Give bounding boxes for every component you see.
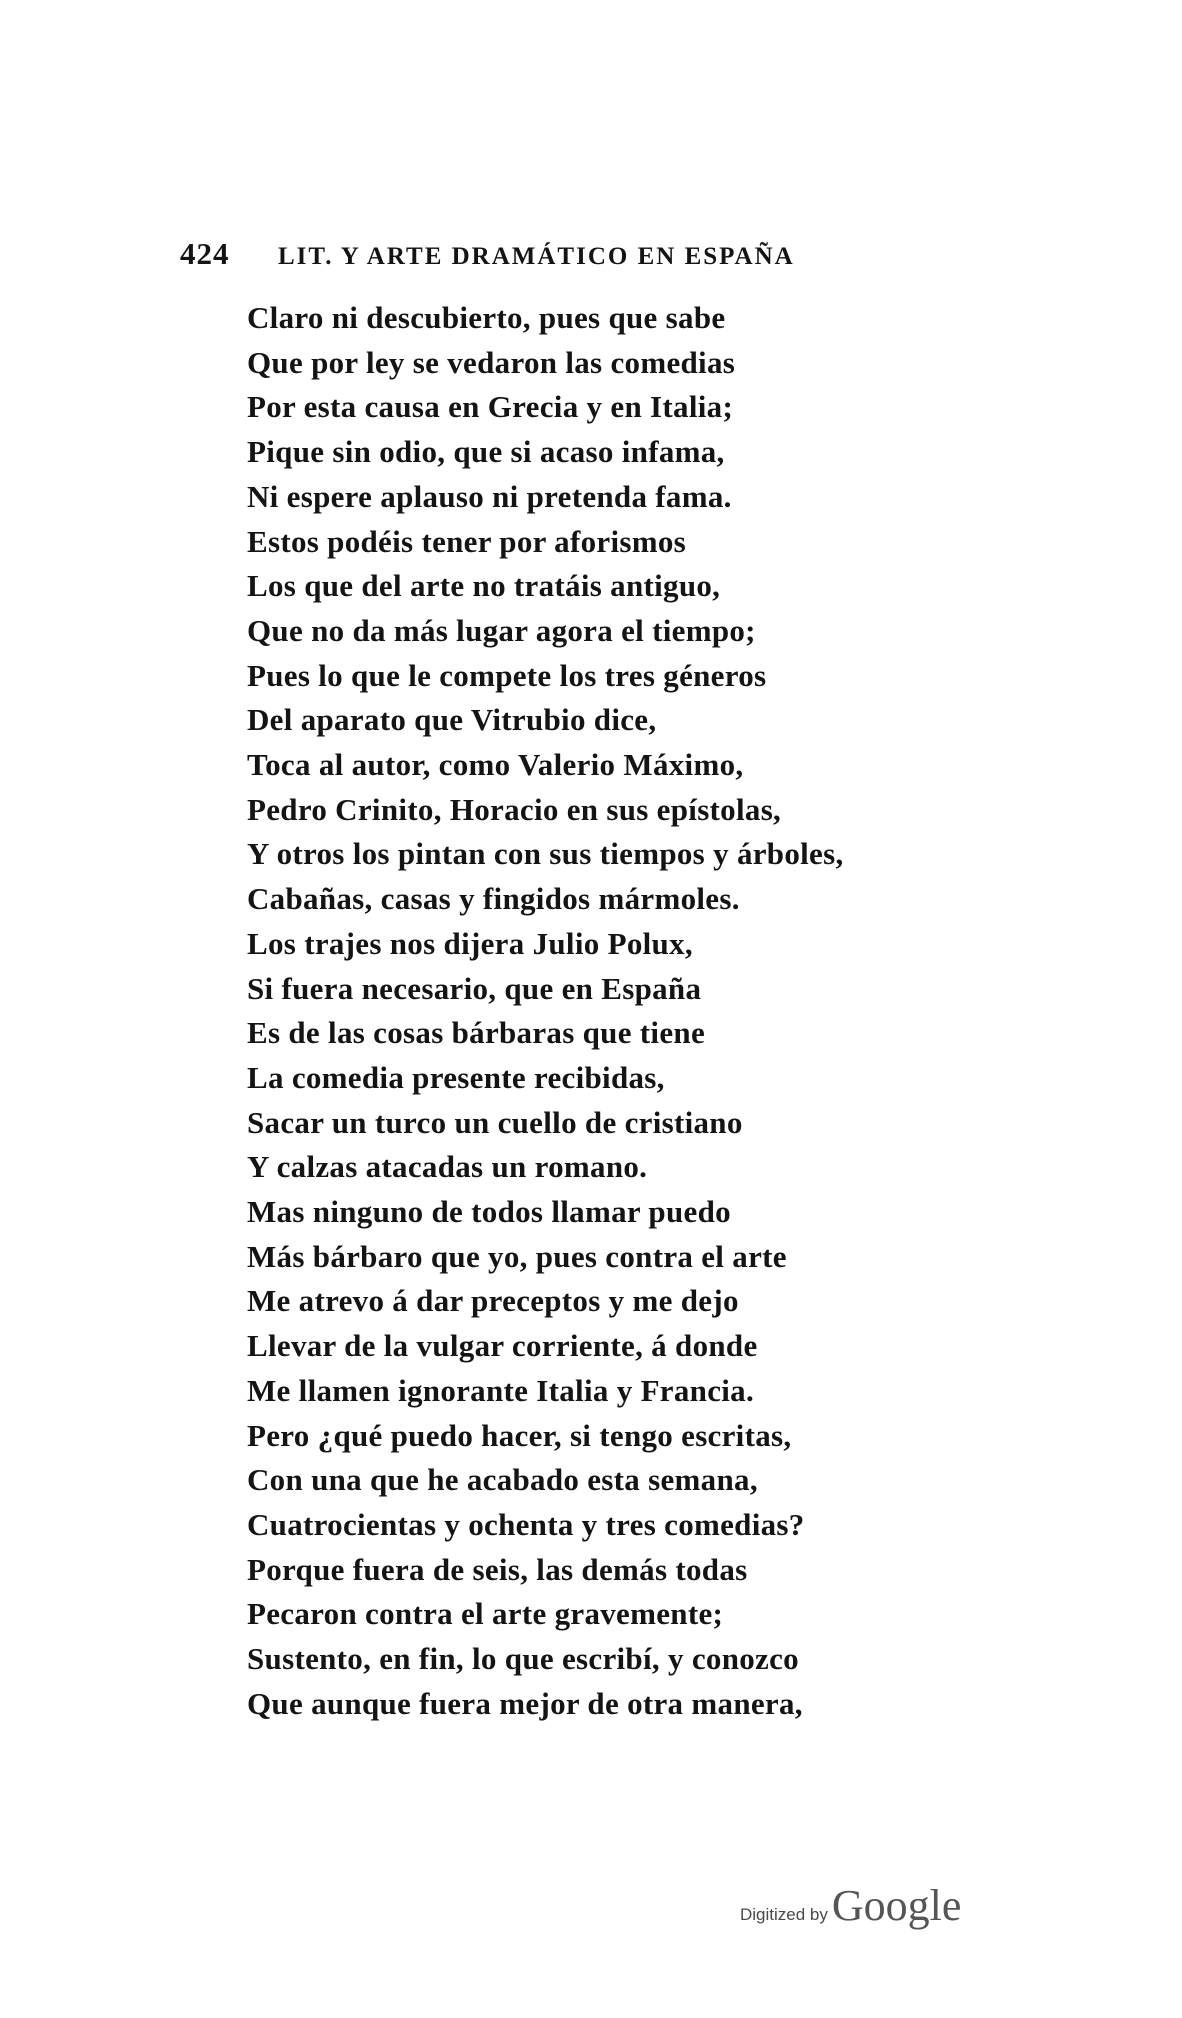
- verse-line: Y otros los pintan con sus tiempos y árboles,: [247, 836, 844, 872]
- verse-line: Sacar un turco un cuello de cristiano: [247, 1104, 743, 1140]
- verse-line: Si fuera necesario, que en España: [247, 970, 702, 1006]
- verse-line: Cuatrocientas y ochenta y tres comedias?: [247, 1506, 805, 1542]
- verse-block: [247, 296, 947, 1727]
- verse-line: Me llamen ignorante Italia y Francia.: [247, 1372, 755, 1408]
- verse-line: Que no da más lugar agora el tiempo;: [247, 612, 756, 648]
- verse-line: Toca al autor, como Valerio Máximo,: [247, 747, 744, 783]
- verse-line: La comedia presente recibidas,: [247, 1059, 665, 1095]
- verse-line: Y calzas atacadas un romano.: [247, 1149, 648, 1185]
- verse-line: Ni espere aplauso ni pretenda fama.: [247, 478, 732, 514]
- page-number: 424: [180, 236, 230, 271]
- running-title: LIT. Y ARTE DRAMÁTICO EN ESPAÑA: [278, 243, 795, 270]
- google-logo: Google: [831, 1881, 962, 1930]
- verse-line: Pues lo que le compete los tres géneros: [247, 657, 767, 693]
- verse-line: Los que del arte no tratáis antiguo,: [247, 568, 721, 604]
- verse-line: Pero ¿qué puedo hacer, si tengo escritas,: [247, 1417, 792, 1453]
- verse-line: Sustento, en fin, lo que escribí, y conozco: [247, 1641, 799, 1677]
- verse-line: Cabañas, casas y fingidos mármoles.: [247, 881, 740, 917]
- verse-line: Porque fuera de seis, las demás todas: [247, 1551, 748, 1587]
- verse-line: Pique sin odio, que si acaso infama,: [247, 434, 725, 470]
- verse-line: Del aparato que Vitrubio dice,: [247, 702, 657, 738]
- digitized-watermark: [740, 1880, 961, 1931]
- verse-line: Estos podéis tener por aforismos: [247, 523, 687, 559]
- verse-line: Que aunque fuera mejor de otra manera,: [247, 1685, 803, 1721]
- verse-line: Mas ninguno de todos llamar puedo: [247, 1194, 731, 1230]
- verse-line: Es de las cosas bárbaras que tiene: [247, 1015, 706, 1051]
- verse-line: Pecaron contra el arte gravemente;: [247, 1596, 724, 1632]
- running-head: [180, 236, 920, 280]
- verse-line: Los trajes nos dijera Julio Polux,: [247, 925, 693, 961]
- verse-line: Que por ley se vedaron las comedias: [247, 344, 736, 380]
- watermark-prefix: Digitized by: [740, 1905, 828, 1924]
- verse-line: Me atrevo á dar preceptos y me dejo: [247, 1283, 739, 1319]
- verse-line: Más bárbaro que yo, pues contra el arte: [247, 1238, 787, 1274]
- verse-line: Por esta causa en Grecia y en Italia;: [247, 389, 734, 425]
- verse-line: Pedro Crinito, Horacio en sus epístolas,: [247, 791, 782, 827]
- verse-line: Con una que he acabado esta semana,: [247, 1462, 758, 1498]
- verse-line: Claro ni descubierto, pues que sabe: [247, 300, 726, 335]
- verse-line: Llevar de la vulgar corriente, á donde: [247, 1328, 758, 1364]
